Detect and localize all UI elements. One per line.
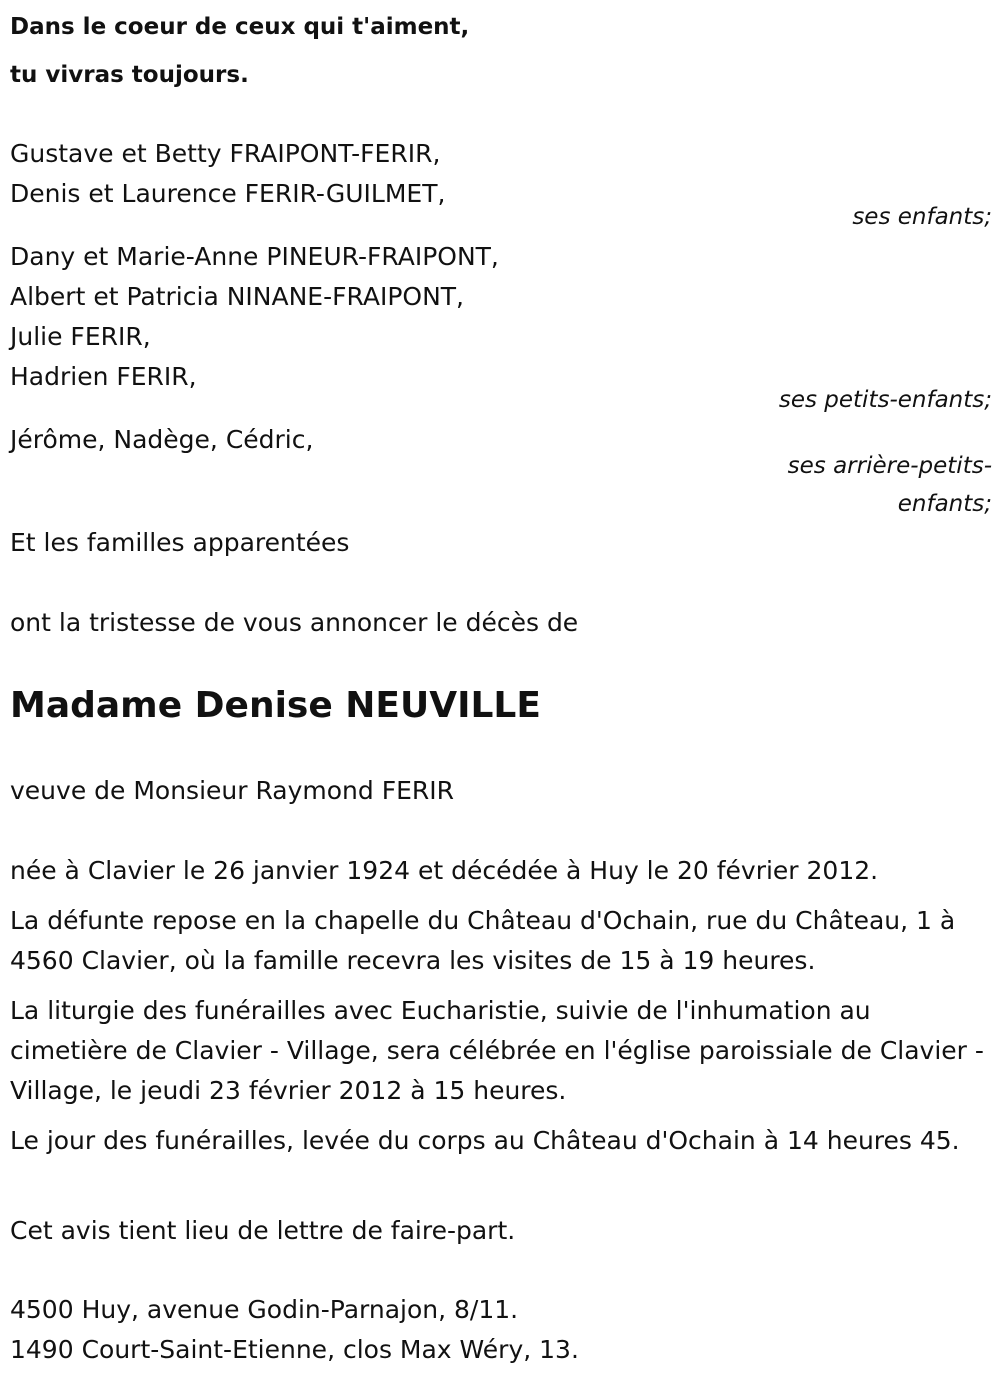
relation-grandchildren: ses petits-enfants; xyxy=(778,387,992,413)
relation-children: ses enfants; xyxy=(852,204,992,230)
address-line: 1490 Court-Saint-Etienne, clos Max Wéry, 13. xyxy=(10,1335,579,1364)
birth-death-line: née à Clavier le 26 janvier 1924 et décédée à Huy le 20 février 2012. xyxy=(10,856,879,885)
grandchild-name: Albert et Patricia NINANE-FRAIPONT, xyxy=(10,282,464,311)
funeral-day-paragraph: Le jour des funérailles, levée du corps au Château d'Ochain à 14 heures 45. xyxy=(10,1126,960,1155)
epitaph-line-2: tu vivras toujours. xyxy=(10,62,249,88)
widow-of-line: veuve de Monsieur Raymond FERIR xyxy=(10,776,455,805)
great-grandchildren-names: Jérôme, Nadège, Cédric, xyxy=(10,425,314,454)
grandchild-name: Hadrien FERIR, xyxy=(10,362,197,391)
grandchild-name: Dany et Marie-Anne PINEUR-FRAIPONT, xyxy=(10,242,499,271)
notice-paragraph: Cet avis tient lieu de lettre de faire-part. xyxy=(10,1216,516,1245)
repose-paragraph: La défunte repose en la chapelle du Château d'Ochain, rue du Château, 1 à 4560 Clavier, où la famille recevra les visites de 15 à 19 heures. xyxy=(10,906,956,975)
families-line: Et les familles apparentées xyxy=(10,528,350,557)
epitaph-line-1: Dans le coeur de ceux qui t'aiment, xyxy=(10,14,470,40)
liturgy-paragraph: La liturgie des funérailles avec Eucharistie, suivie de l'inhumation au cimetière de Clavier - Village, sera célébrée en l'église paroissiale de Clavier - Village, le jeudi 23 février 2012 à 15 heures. xyxy=(10,996,984,1105)
relation-great-grandchildren: ses arrière-petits-enfants; xyxy=(787,453,992,517)
grandchild-name: Julie FERIR, xyxy=(10,322,151,351)
announcement-line: ont la tristesse de vous annoncer le décès de xyxy=(10,608,579,637)
address-line: 4500 Huy, avenue Godin-Parnajon, 8/11. xyxy=(10,1295,519,1324)
child-name: Denis et Laurence FERIR-GUILMET, xyxy=(10,179,446,208)
child-name: Gustave et Betty FRAIPONT-FERIR, xyxy=(10,139,441,168)
deceased-name: Madame Denise NEUVILLE xyxy=(10,685,541,726)
